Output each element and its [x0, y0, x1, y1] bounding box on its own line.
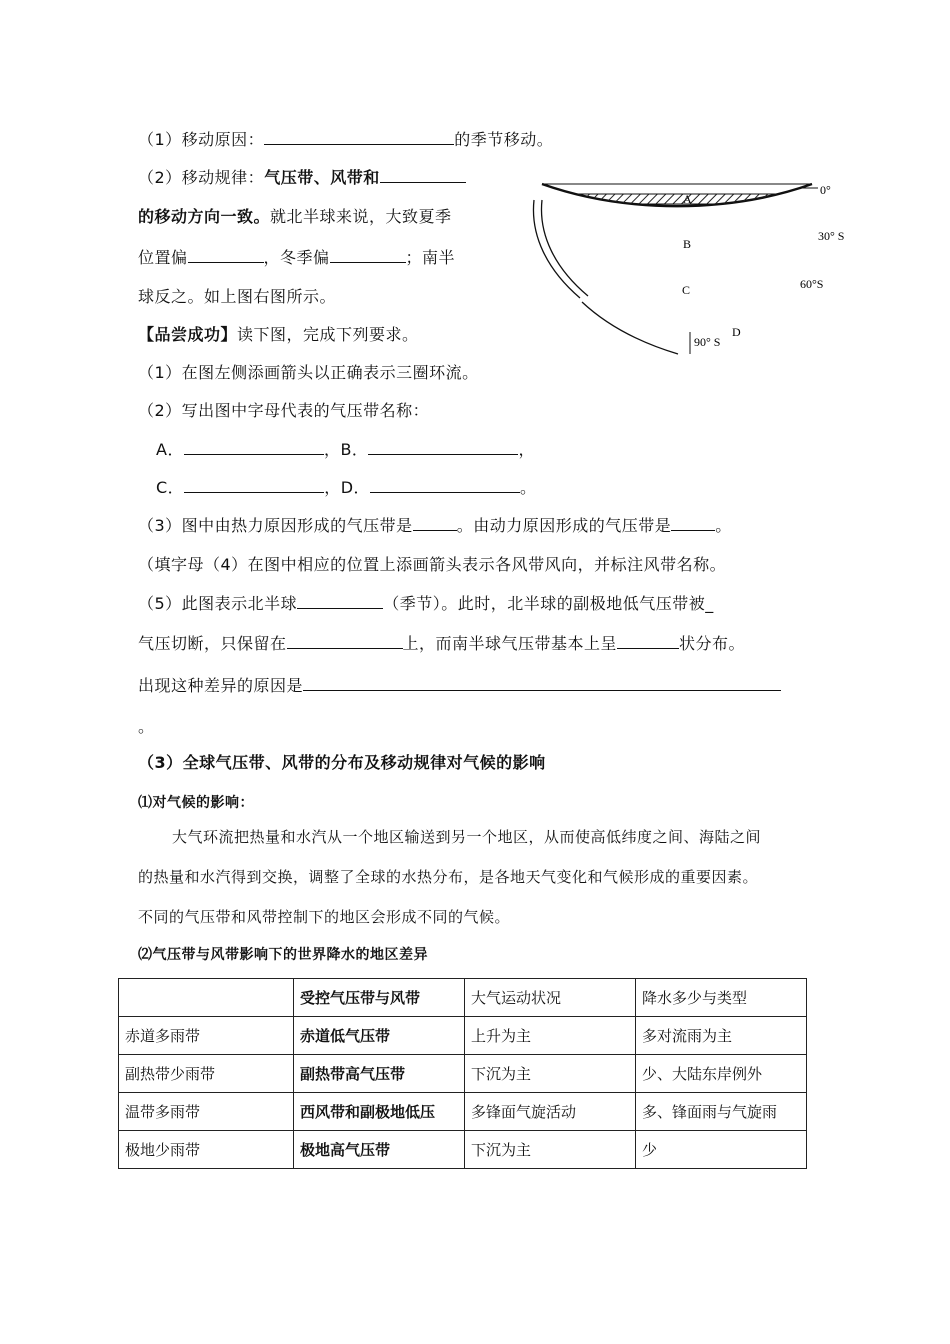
cell: 温带多雨带	[119, 1093, 294, 1131]
table-row	[119, 1017, 807, 1055]
cell: 上升为主	[465, 1017, 636, 1055]
line-q2-cd	[156, 476, 537, 499]
answer-blank-b[interactable]	[368, 438, 518, 455]
bold-text: 的移动方向一致。	[138, 207, 271, 226]
cell: 极地少雨带	[119, 1131, 294, 1169]
answer-blank[interactable]	[671, 514, 715, 531]
table-row	[119, 1131, 807, 1169]
text: ；南半	[405, 248, 456, 267]
text: 出现这种差异的原因是	[138, 676, 304, 695]
line-move-reason	[138, 128, 553, 151]
line-q2-ab	[156, 438, 535, 461]
belt-d	[520, 322, 860, 330]
text: 的季节移动。	[454, 130, 554, 149]
answer-blank[interactable]	[188, 246, 264, 263]
answer-blank[interactable]	[413, 514, 457, 531]
label-a: A	[683, 192, 692, 206]
paragraph-line-1: 大气环流把热量和水汽从一个地区输送到另一个地区，从而使高低纬度之间、海陆之间	[172, 828, 762, 846]
cell: 西风带和副极地低压	[294, 1093, 465, 1131]
label-b: B	[683, 237, 692, 251]
cell: 少	[636, 1131, 807, 1169]
precipitation-table	[118, 978, 807, 1169]
text: 。由动力原因形成的气压带是	[456, 516, 672, 535]
table-header-row	[119, 979, 807, 1017]
answer-blank[interactable]	[287, 632, 403, 649]
answer-blank[interactable]	[264, 128, 454, 145]
cell: 多锋面气旋活动	[465, 1093, 636, 1131]
lat-30s: 30° S	[818, 229, 845, 243]
cell: 赤道低气压带	[294, 1017, 465, 1055]
cell: 少、大陆东岸例外	[636, 1055, 807, 1093]
line-move-rule-4: 球反之。如上图右图所示。	[138, 287, 337, 306]
cell: 下沉为主	[465, 1131, 636, 1169]
line-end: 。	[138, 717, 155, 736]
text: （1）移动原因：	[138, 130, 265, 149]
text: ，D．	[324, 478, 371, 497]
header-cell: 受控气压带与风带	[294, 979, 465, 1017]
label-c: C	[682, 283, 691, 297]
text: ，B．	[323, 440, 369, 459]
line-q3	[138, 514, 732, 537]
circulation-arc-1	[533, 200, 580, 298]
text: 。	[715, 516, 732, 535]
circulation-arc-3	[582, 302, 678, 354]
answer-blank-a[interactable]	[184, 438, 324, 455]
table-row	[119, 1055, 807, 1093]
line-q5	[138, 592, 714, 615]
line-move-rule-3	[138, 246, 455, 269]
bold-text: 气压带、风带和	[264, 168, 380, 187]
text: A．	[156, 440, 184, 459]
section-heading: （3）全球气压带、风带的分布及移动规律对气候的影响	[138, 753, 546, 772]
line-q1: （1）在图左侧添画箭头以正确表示三圈环流。	[138, 363, 479, 382]
answer-blank[interactable]	[297, 592, 383, 609]
cell: 赤道多雨带	[119, 1017, 294, 1055]
text: 读下图，完成下列要求。	[237, 325, 419, 344]
label-d: D	[732, 325, 741, 339]
line-move-rule	[138, 166, 466, 189]
text: C．	[156, 478, 185, 497]
line-move-rule-2	[138, 206, 452, 228]
text: ，冬季偏	[263, 248, 330, 267]
lat-0: 0°	[820, 183, 831, 197]
answer-blank[interactable]	[330, 246, 406, 263]
text: （5）此图表示北半球	[138, 594, 298, 613]
lat-60s: 60°S	[800, 277, 824, 291]
text: （季节）。此时，北半球的副极地低气压带被_	[383, 594, 714, 613]
subheading-2: ⑵气压带与风带影响下的世界降水的地区差异	[138, 947, 428, 963]
table-row	[119, 1093, 807, 1131]
cell: 副热带高气压带	[294, 1055, 465, 1093]
answer-blank-d[interactable]	[370, 476, 520, 493]
paragraph-line-3: 不同的气压带和风带控制下的地区会形成不同的气候。	[138, 908, 511, 926]
cell: 极地高气压带	[294, 1131, 465, 1169]
answer-blank[interactable]	[617, 632, 679, 649]
text: 气压切断，只保留在	[138, 634, 287, 653]
pressure-belt-figure	[520, 178, 860, 358]
text: （2）移动规律：	[138, 168, 265, 187]
answer-blank-c[interactable]	[184, 476, 324, 493]
header-cell: 大气运动状况	[465, 979, 636, 1017]
answer-blank[interactable]	[380, 166, 466, 183]
subheading-1: ⑴对气候的影响：	[138, 795, 254, 811]
line-practice-title	[138, 324, 419, 346]
lat-90s: 90° S	[694, 335, 721, 349]
figure-svg	[520, 178, 860, 358]
header-cell: 降水多少与类型	[636, 979, 807, 1017]
answer-blank[interactable]	[303, 674, 781, 691]
text: 上，而南半球气压带基本上呈	[402, 634, 618, 653]
line-q4: （填字母（4）在图中相应的位置上添画箭头表示各风带风向，并标注风带名称。	[138, 555, 727, 574]
circulation-arc-2	[541, 200, 588, 296]
cell: 多对流雨为主	[636, 1017, 807, 1055]
bold-text: 【品尝成功】	[138, 325, 238, 344]
paragraph-line-2: 的热量和水汽得到交换，调整了全球的水热分布，是各地天气变化和气候形成的重要因素。	[138, 868, 759, 886]
cell: 下沉为主	[465, 1055, 636, 1093]
header-cell	[119, 979, 294, 1017]
line-q5-3	[138, 674, 781, 697]
text: （3）图中由热力原因形成的气压带是	[138, 516, 413, 535]
line-q2: （2）写出图中字母代表的气压带名称：	[138, 401, 430, 420]
text: 。	[520, 478, 537, 497]
line-q5-2	[138, 632, 745, 655]
cell: 副热带少雨带	[119, 1055, 294, 1093]
text: 位置偏	[138, 248, 188, 267]
text: 就北半球来说，大致夏季	[270, 207, 452, 226]
text: ，	[518, 440, 535, 459]
cell: 多、锋面雨与气旋雨	[636, 1093, 807, 1131]
text: 状分布。	[679, 634, 746, 653]
